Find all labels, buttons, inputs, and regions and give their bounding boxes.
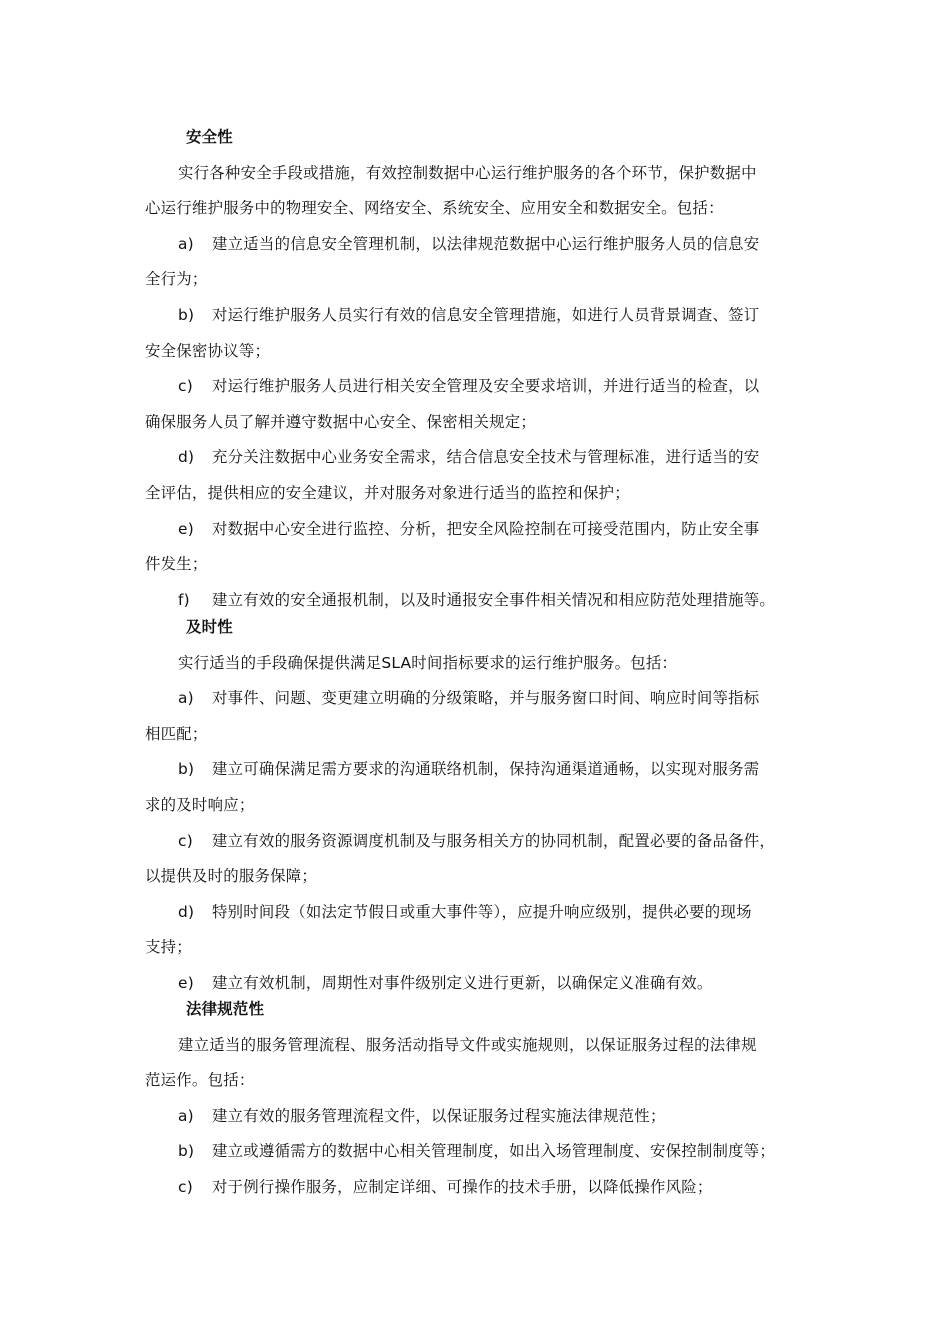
list-item-text: 支持； xyxy=(145,938,192,957)
list-marker: c) xyxy=(178,831,193,850)
list-marker: c) xyxy=(178,1178,193,1196)
list-item-text: 建立或遵循需方的数据中心相关管理制度，如出入场管理制度、安保控制制度等； xyxy=(212,1142,776,1161)
list-item-text: 安全保密协议等； xyxy=(145,341,271,360)
list-item-text: 建立有效的服务管理流程文件，以保证服务过程实施法律规范性； xyxy=(212,1106,666,1125)
list-item-text: 建立适当的信息安全管理机制，以法律规范数据中心运行维护服务人员的信息安 xyxy=(212,234,760,253)
list-marker: b) xyxy=(178,760,195,779)
list-marker: a) xyxy=(178,689,194,708)
list-item-text: 件发生； xyxy=(145,555,208,574)
list-item-text: 对运行维护服务人员进行相关安全管理及安全要求培训，并进行适当的检查，以 xyxy=(212,377,760,396)
paragraph-text: 实行各种安全手段或措施，有效控制数据中心运行维护服务的各个环节，保护数据中 xyxy=(178,163,757,182)
list-marker: d) xyxy=(178,448,195,467)
list-item-text: 特别时间段（如法定节假日或重大事件等），应提升响应级别，提供必要的现场 xyxy=(212,902,752,921)
list-item-text: 建立有效机制，周期性对事件级别定义进行更新，以确保定义准确有效。 xyxy=(212,974,713,992)
list-item-text: 以提供及时的服务保障； xyxy=(145,867,318,886)
list-marker: f) xyxy=(178,590,190,609)
list-marker: e) xyxy=(178,519,194,538)
list-item-text: 对数据中心安全进行监控、分析，把安全风险控制在可接受范围内，防止安全事 xyxy=(212,519,760,538)
list-item-text: 全行为； xyxy=(145,270,208,289)
list-marker: b) xyxy=(178,306,195,324)
list-item-text: 建立有效的安全通报机制，以及时通报安全事件相关情况和相应防范处理措施等。 xyxy=(212,590,776,609)
list-marker: d) xyxy=(178,902,195,921)
list-marker: a) xyxy=(178,234,194,253)
list-marker: c) xyxy=(178,377,193,396)
list-item-text: 对运行维护服务人员实行有效的信息安全管理措施，如进行人员背景调查、签订 xyxy=(212,306,760,324)
list-item-text: 全评估，提供相应的安全建议，并对服务对象进行适当的监控和保护； xyxy=(145,484,630,502)
paragraph-text: 心运行维护服务中的物理安全、网络安全、系统安全、应用安全和数据安全。包括： xyxy=(145,199,724,218)
list-item-text: 建立有效的服务资源调度机制及与服务相关方的协同机制，配置必要的备品备件， xyxy=(212,831,776,850)
list-item-text: 确保服务人员了解并遵守数据中心安全、保密相关规定； xyxy=(145,412,537,431)
section-heading: 及时性 xyxy=(186,618,233,636)
list-item-text: 相匹配； xyxy=(145,724,208,743)
list-item-text: 求的及时响应； xyxy=(145,796,255,814)
list-item-text: 充分关注数据中心业务安全需求，结合信息安全技术与管理标准，进行适当的安 xyxy=(212,448,760,467)
list-item-text: 对事件、问题、变更建立明确的分级策略，并与服务窗口时间、响应时间等指标 xyxy=(212,689,760,708)
paragraph-text: 实行适当的手段确保提供满足SLA时间指标要求的运行维护服务。包括： xyxy=(178,653,678,672)
list-marker: b) xyxy=(178,1142,195,1161)
list-marker: a) xyxy=(178,1106,194,1125)
paragraph-text: 建立适当的服务管理流程、服务活动指导文件或实施规则，以保证服务过程的法律规 xyxy=(178,1035,757,1054)
section-heading: 安全性 xyxy=(186,128,233,146)
section-heading: 法律规范性 xyxy=(186,1000,265,1018)
list-marker: e) xyxy=(178,974,194,992)
list-item-text: 对于例行操作服务，应制定详细、可操作的技术手册，以降低操作风险； xyxy=(212,1178,713,1196)
list-item-text: 建立可确保满足需方要求的沟通联络机制，保持沟通渠道通畅，以实现对服务需 xyxy=(212,760,760,779)
paragraph-text: 范运作。包括： xyxy=(145,1071,255,1090)
